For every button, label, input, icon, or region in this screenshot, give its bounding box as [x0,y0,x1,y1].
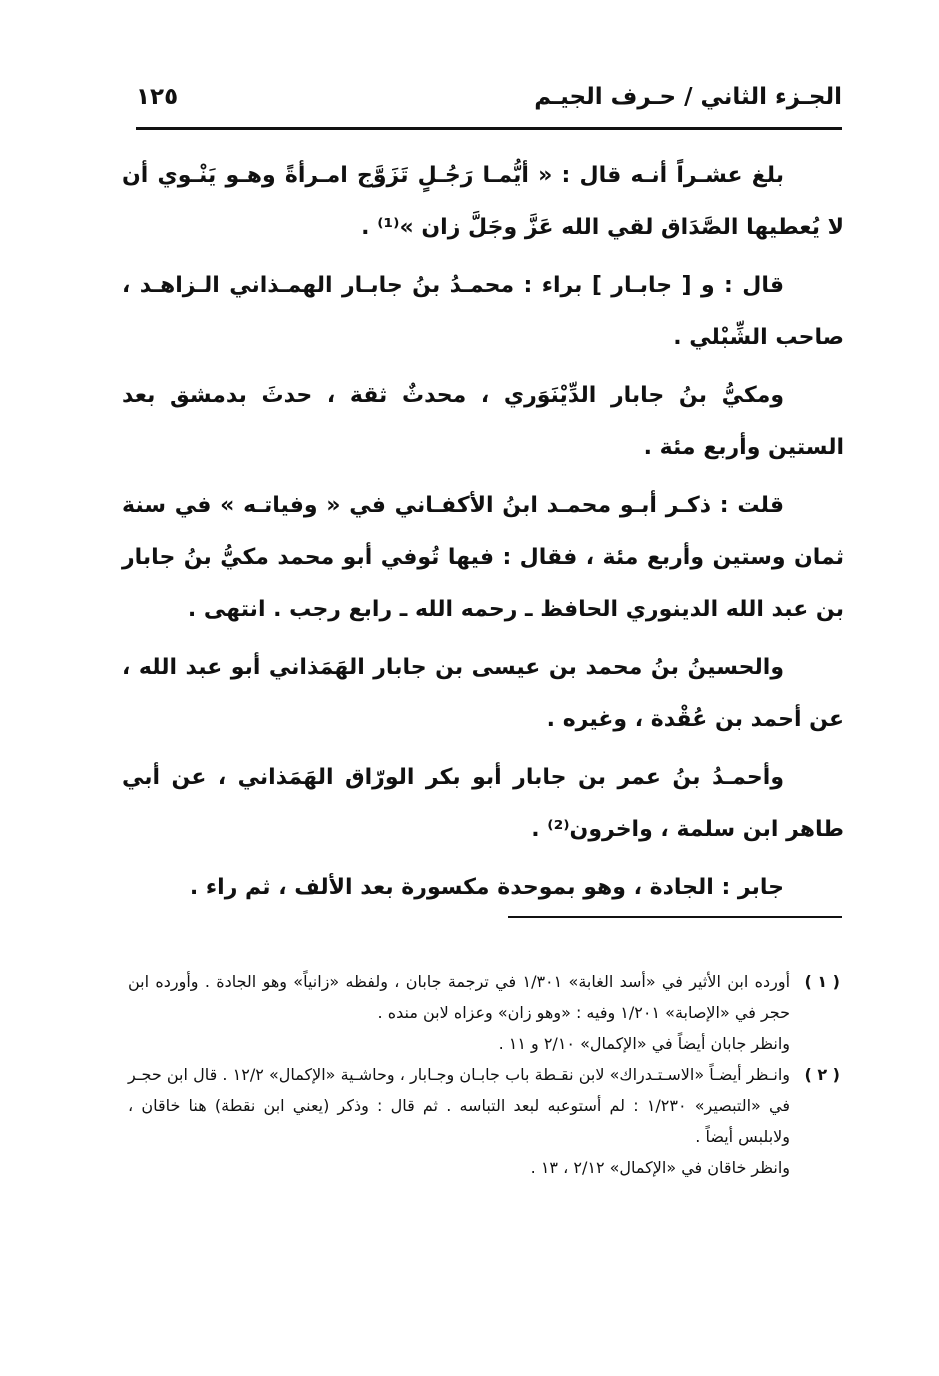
paragraph: وأحمـدُ بنُ عمر بن جابار أبو بكر الورّاق الهَمَذاني ، عن أبي طاهر ابن سلمة ، واخرون⁽²⁾ . [122,765,844,842]
main-text [122,150,844,920]
footnote-line: وانظر خاقان في «الإكمال» ٢/١٢ ، ١٣ . [530,1158,790,1177]
paragraph: قلت : ذكـر أبـو محمـد ابنُ الأكفـاني في « وفياتـه » في سنة ثمان وستين وأربع مئة ، فقال : فيها تُوفي أبو محمد مكيُّ بنُ جابار بن عبد الله الدينوري الحافظ ـ رحمه الله ـ رابع رجب . انتهى . [122,493,844,622]
page-number: ١٢٥ [136,84,179,110]
footnote-line: أورده ابن الأثير في «أسد الغابة» ١/٣٠١ في ترجمة جابان ، ولفظه «زانياً» وهو الجادة . وأورده ابن حجر في «الإصابة» ١/٢٠١ وفيه : «وهو زان» وعزاه لابن منده . [128,972,791,1022]
paragraph: ومكيُّ بنُ جابار الدِّيْنَوَري ، محدثٌ ثقة ، حدثَ بدمشق بعد الستين وأربع مئة . [122,383,844,460]
footnote-mark: ( ٢ ) [804,1065,840,1084]
footnote-line: وانـظر أيضـاً «الاسـتـدراك» لابن نقـطة باب جابـان وجـابار ، وحاشـية «الإكمال» ١٢/٢ . قال ابن حجـر في «التبصير» ١/٢٣٠ : لم أستوعبه لبعد التباسه . ثم قال : وذكر (يعني ابن نقطة) هنا خاقان ، ولابلبس أيضاً . [128,1065,791,1146]
paragraph: جابر : الجادة ، وهو بموحدة مكسورة بعد الألف ، ثم راء . [189,875,784,900]
header-rule [136,127,842,130]
footnote-separator [508,916,842,918]
footnote-1 [128,966,840,1059]
paragraph: بلغ عشـراً أنـه قال : « أيُّمـا رَجُـلٍ تَزَوَّج امـرأةً وهـو يَنْـوي أن لا يُعطيها الصَّدَاق لقي الله عَزَّ وجَلَّ زان »⁽¹⁾ . [122,163,844,240]
running-title: الجـزء الثاني / حـرف الجيـم [534,84,842,110]
paragraph: والحسينُ بنُ محمد بن عيسى بن جابار الهَمَذاني أبو عبد الله ، عن أحمد بن عُقْدة ، وغيره . [122,655,844,732]
footnote-line: وانظر جابان أيضاً في «الإكمال» ٢/١٠ و ١١ . [498,1034,790,1053]
page-header [136,84,842,124]
paragraph: قال : و [ جابـار ] براء : محمـدُ بنُ جابـار الهمـذاني الـزاهـد ، صاحب الشِّبْلي . [122,273,844,350]
footnote-2 [128,1059,840,1183]
footnote-mark: ( ١ ) [804,972,840,991]
footnotes [128,966,840,1183]
